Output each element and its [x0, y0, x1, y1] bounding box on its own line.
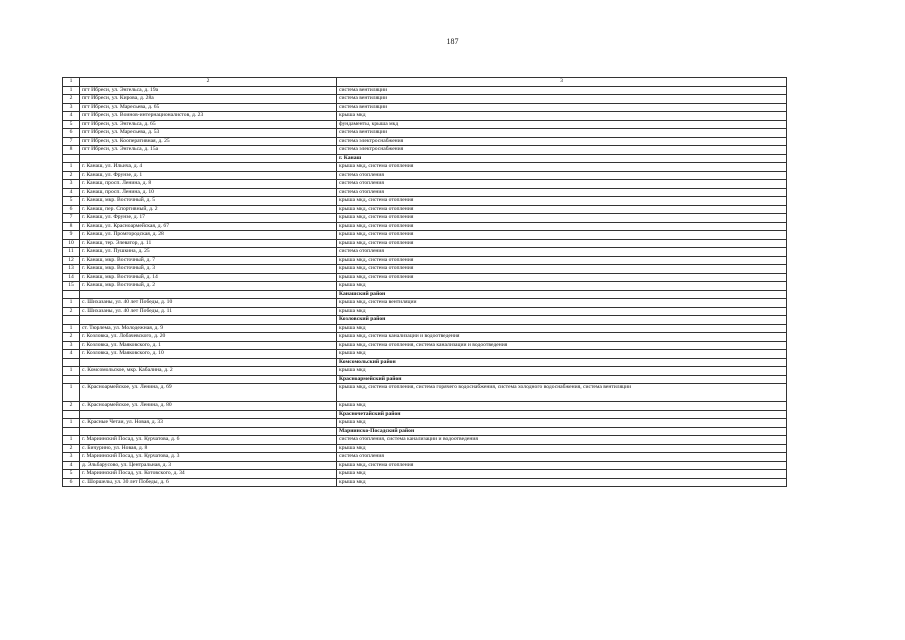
row-number: 7: [63, 214, 80, 223]
row-work-type: крыша мкд, система отопления: [337, 231, 787, 240]
row-address: пгт Ибреси, ул. Воинов-интернационалистов, д. 23: [80, 112, 337, 121]
table-row: [63, 333, 787, 342]
row-address: г. Козловка, ул. Маяковского, д. 10: [80, 350, 337, 359]
row-work-type: крыша мкд: [337, 444, 787, 453]
row-number: 4: [63, 461, 80, 470]
row-address: г. Мариинский Посад, ул. Курчатова, д. 3: [80, 453, 337, 462]
row-address: г. Канаш, мкр. Восточный, д. 2: [80, 282, 337, 291]
section-empty-cell: [63, 410, 80, 419]
table-row: [63, 265, 787, 274]
row-address: г. Канаш, ул. Фрунзе, д. 17: [80, 214, 337, 223]
row-address: г. Канаш, мкр. Восточный, д. 5: [80, 197, 337, 206]
row-address: с. Красные Четаи, ул. Новая, д. 33: [80, 419, 337, 428]
section-empty-cell: [80, 316, 337, 325]
row-work-type: крыша мкд, система отопления, система горячего водоснабжения, система холодного водоснабжения, система вентиляции: [337, 384, 787, 402]
row-address: пгт Ибреси, ул. Энгельса, д. 19а: [80, 86, 337, 95]
table-body: [63, 78, 787, 487]
section-empty-cell: [63, 154, 80, 163]
section-title: Мариинско-Посадский район: [337, 427, 787, 436]
row-number: 12: [63, 256, 80, 265]
row-number: 3: [63, 341, 80, 350]
row-number: 3: [63, 103, 80, 112]
header-col-1: 1: [63, 78, 80, 87]
row-address: д. Эльбарусово, ул. Центральная, д. 3: [80, 461, 337, 470]
row-address: г. Канаш, ул. Промгородская, д. 28: [80, 231, 337, 240]
row-number: 1: [63, 419, 80, 428]
section-empty-cell: [63, 358, 80, 367]
table-row: [63, 402, 787, 411]
row-work-type: система отопления: [337, 453, 787, 462]
table-row: [63, 103, 787, 112]
row-address: г. Канаш, тер. Элеватор, д. 11: [80, 239, 337, 248]
table-row: [63, 205, 787, 214]
table-row: [63, 112, 787, 121]
row-number: 3: [63, 180, 80, 189]
section-row: [63, 154, 787, 163]
repair-table: [62, 77, 787, 487]
row-work-type: крыша мкд: [337, 478, 787, 487]
row-work-type: система вентиляции: [337, 129, 787, 138]
header-col-2: 2: [80, 78, 337, 87]
table-row: [63, 239, 787, 248]
section-empty-cell: [80, 290, 337, 299]
row-number: 13: [63, 265, 80, 274]
row-number: 10: [63, 239, 80, 248]
row-address: с. Комсомольское, мкр. Кабалина, д. 2: [80, 367, 337, 376]
row-number: 2: [63, 307, 80, 316]
table-row: [63, 163, 787, 172]
table-row: [63, 146, 787, 155]
row-number: 2: [63, 333, 80, 342]
row-address: г. Канаш, просп. Ленина, д. 8: [80, 180, 337, 189]
section-empty-cell: [63, 316, 80, 325]
row-work-type: крыша мкд, система отопления: [337, 214, 787, 223]
row-address: с. Бичурино, ул. Новая, д. 8: [80, 444, 337, 453]
row-work-type: крыша мкд: [337, 324, 787, 333]
table-row: [63, 419, 787, 428]
section-row: [63, 410, 787, 419]
row-work-type: крыша мкд, система отопления: [337, 461, 787, 470]
row-work-type: крыша мкд: [337, 402, 787, 411]
section-row: [63, 290, 787, 299]
row-number: 1: [63, 367, 80, 376]
row-address: г. Канаш, ул. Ильича, д. 4: [80, 163, 337, 172]
table-row: [63, 222, 787, 231]
section-row: [63, 427, 787, 436]
row-address: с. Шихазаны, ул. 40 лет Победы, д. 10: [80, 299, 337, 308]
row-number: 15: [63, 282, 80, 291]
table-row: [63, 197, 787, 206]
row-work-type: крыша мкд, система отопления: [337, 239, 787, 248]
row-address: с. Шоршелы, ул. 30 лет Победы, д. 6: [80, 478, 337, 487]
row-work-type: крыша мкд: [337, 470, 787, 479]
row-work-type: крыша мкд, система отопления: [337, 222, 787, 231]
row-address: г. Канаш, мкр. Восточный, д. 3: [80, 265, 337, 274]
section-row: [63, 316, 787, 325]
row-address: г. Мариинский Посад, ул. Курчатова, д. 6: [80, 436, 337, 445]
row-address: г. Канаш, мкр. Восточный, д. 7: [80, 256, 337, 265]
row-work-type: система отопления: [337, 180, 787, 189]
table-row: [63, 248, 787, 257]
header-col-3: 3: [337, 78, 787, 87]
section-empty-cell: [63, 427, 80, 436]
row-number: 14: [63, 273, 80, 282]
table-row: [63, 436, 787, 445]
table-row: [63, 444, 787, 453]
row-work-type: система вентиляции: [337, 95, 787, 104]
section-empty-cell: [63, 290, 80, 299]
row-address: пгт Ибреси, ул. Кооперативная, д. 25: [80, 137, 337, 146]
row-number: 5: [63, 197, 80, 206]
table-row: [63, 299, 787, 308]
table-row: [63, 129, 787, 138]
section-empty-cell: [80, 375, 337, 384]
row-work-type: фундаменты, крыша мкд: [337, 120, 787, 129]
row-number: 2: [63, 444, 80, 453]
row-address: с. Шихазаны, ул. 40 лет Победы, д. 11: [80, 307, 337, 316]
section-empty-cell: [80, 358, 337, 367]
row-number: 6: [63, 129, 80, 138]
section-title: Комсомольский район: [337, 358, 787, 367]
table-row: [63, 350, 787, 359]
row-address: г. Козловка, ул. Лобачевского, д. 20: [80, 333, 337, 342]
row-work-type: крыша мкд: [337, 350, 787, 359]
table-row: [63, 231, 787, 240]
row-work-type: крыша мкд, система отопления, система канализации и водоотведения: [337, 341, 787, 350]
row-address: г. Канаш, ул. Фрунзе, д. 1: [80, 171, 337, 180]
table-header-row: [63, 78, 787, 87]
row-address: пгт Ибреси, ул. Маресьева, д. 53: [80, 129, 337, 138]
row-number: 8: [63, 146, 80, 155]
row-number: 5: [63, 120, 80, 129]
row-address: г. Канаш, ул. Красноармейская, д. 67: [80, 222, 337, 231]
row-address: г. Канаш, ул. Пушкина, д. 25: [80, 248, 337, 257]
row-address: с. Красноармейское, ул. Ленина, д. 80: [80, 402, 337, 411]
row-work-type: крыша мкд, система отопления: [337, 197, 787, 206]
section-title: Красночетайский район: [337, 410, 787, 419]
section-title: Красноармейский район: [337, 375, 787, 384]
section-empty-cell: [80, 427, 337, 436]
row-number: 2: [63, 95, 80, 104]
row-number: 6: [63, 478, 80, 487]
row-work-type: крыша мкд, система отопления: [337, 205, 787, 214]
row-number: 3: [63, 453, 80, 462]
row-address: пгт Ибреси, ул. Энгельса, д. 15а: [80, 146, 337, 155]
row-work-type: крыша мкд, система отопления: [337, 265, 787, 274]
row-number: 8: [63, 222, 80, 231]
section-empty-cell: [80, 154, 337, 163]
row-number: 2: [63, 171, 80, 180]
table-row: [63, 86, 787, 95]
row-work-type: крыша мкд: [337, 307, 787, 316]
section-empty-cell: [63, 375, 80, 384]
row-number: 11: [63, 248, 80, 257]
row-address: с. Красноармейское, ул. Ленина, д. 69: [80, 384, 337, 402]
section-title: Канашский район: [337, 290, 787, 299]
table-row: [63, 478, 787, 487]
row-number: 2: [63, 402, 80, 411]
row-work-type: система отопления: [337, 248, 787, 257]
row-work-type: система вентиляции: [337, 103, 787, 112]
row-address: пгт Ибреси, ул. Энгельса, д. 65: [80, 120, 337, 129]
row-work-type: крыша мкд, система канализации и водоотведения: [337, 333, 787, 342]
row-work-type: крыша мкд, система вентиляции: [337, 299, 787, 308]
row-work-type: система отопления, система канализации и водоотведения: [337, 436, 787, 445]
row-number: 1: [63, 436, 80, 445]
table-row: [63, 120, 787, 129]
row-number: 9: [63, 231, 80, 240]
row-number: 1: [63, 86, 80, 95]
row-number: 4: [63, 188, 80, 197]
row-address: пгт Ибреси, ул. Кирова, д. 28а: [80, 95, 337, 104]
table-row: [63, 341, 787, 350]
row-number: 1: [63, 163, 80, 172]
row-work-type: система отопления: [337, 188, 787, 197]
row-number: 4: [63, 350, 80, 359]
row-number: 7: [63, 137, 80, 146]
table-row: [63, 214, 787, 223]
row-number: 5: [63, 470, 80, 479]
row-number: 4: [63, 112, 80, 121]
row-address: пгт Ибреси, ул. Маресьева, д. 65: [80, 103, 337, 112]
section-title: г. Канаш: [337, 154, 787, 163]
table-row: [63, 307, 787, 316]
row-address: г. Козловка, ул. Маяковского, д. 1: [80, 341, 337, 350]
table-row: [63, 188, 787, 197]
row-work-type: крыша мкд, система отопления: [337, 256, 787, 265]
row-number: 1: [63, 384, 80, 402]
table-row: [63, 282, 787, 291]
row-work-type: крыша мкд: [337, 367, 787, 376]
section-empty-cell: [80, 410, 337, 419]
table-row: [63, 95, 787, 104]
row-number: 6: [63, 205, 80, 214]
table-row: [63, 453, 787, 462]
table-row: [63, 470, 787, 479]
row-address: ст. Тюрлема, ул. Молодежная, д. 9: [80, 324, 337, 333]
table-row: [63, 384, 787, 402]
row-number: 1: [63, 299, 80, 308]
row-work-type: крыша мкд: [337, 282, 787, 291]
row-number: 1: [63, 324, 80, 333]
table-row: [63, 273, 787, 282]
row-work-type: система вентиляции: [337, 86, 787, 95]
row-address: г. Мариинский Посад, ул. Котовского, д. 34: [80, 470, 337, 479]
row-work-type: система электроснабжения: [337, 137, 787, 146]
table-row: [63, 461, 787, 470]
table-row: [63, 171, 787, 180]
section-title: Козловский район: [337, 316, 787, 325]
section-row: [63, 375, 787, 384]
row-work-type: крыша мкд: [337, 112, 787, 121]
row-work-type: система отопления: [337, 171, 787, 180]
row-work-type: крыша мкд, система отопления: [337, 273, 787, 282]
table-row: [63, 137, 787, 146]
table-row: [63, 324, 787, 333]
row-address: г. Канаш, просп. Ленина, д. 10: [80, 188, 337, 197]
row-address: г. Канаш, мкр. Восточный, д. 14: [80, 273, 337, 282]
section-row: [63, 358, 787, 367]
row-work-type: крыша мкд: [337, 419, 787, 428]
table-row: [63, 256, 787, 265]
table-row: [63, 367, 787, 376]
page-number: 187: [446, 37, 459, 46]
row-address: г. Канаш, пер. Спортивный, д. 2: [80, 205, 337, 214]
row-work-type: система электроснабжения: [337, 146, 787, 155]
row-work-type: крыша мкд, система отопления: [337, 163, 787, 172]
table-row: [63, 180, 787, 189]
